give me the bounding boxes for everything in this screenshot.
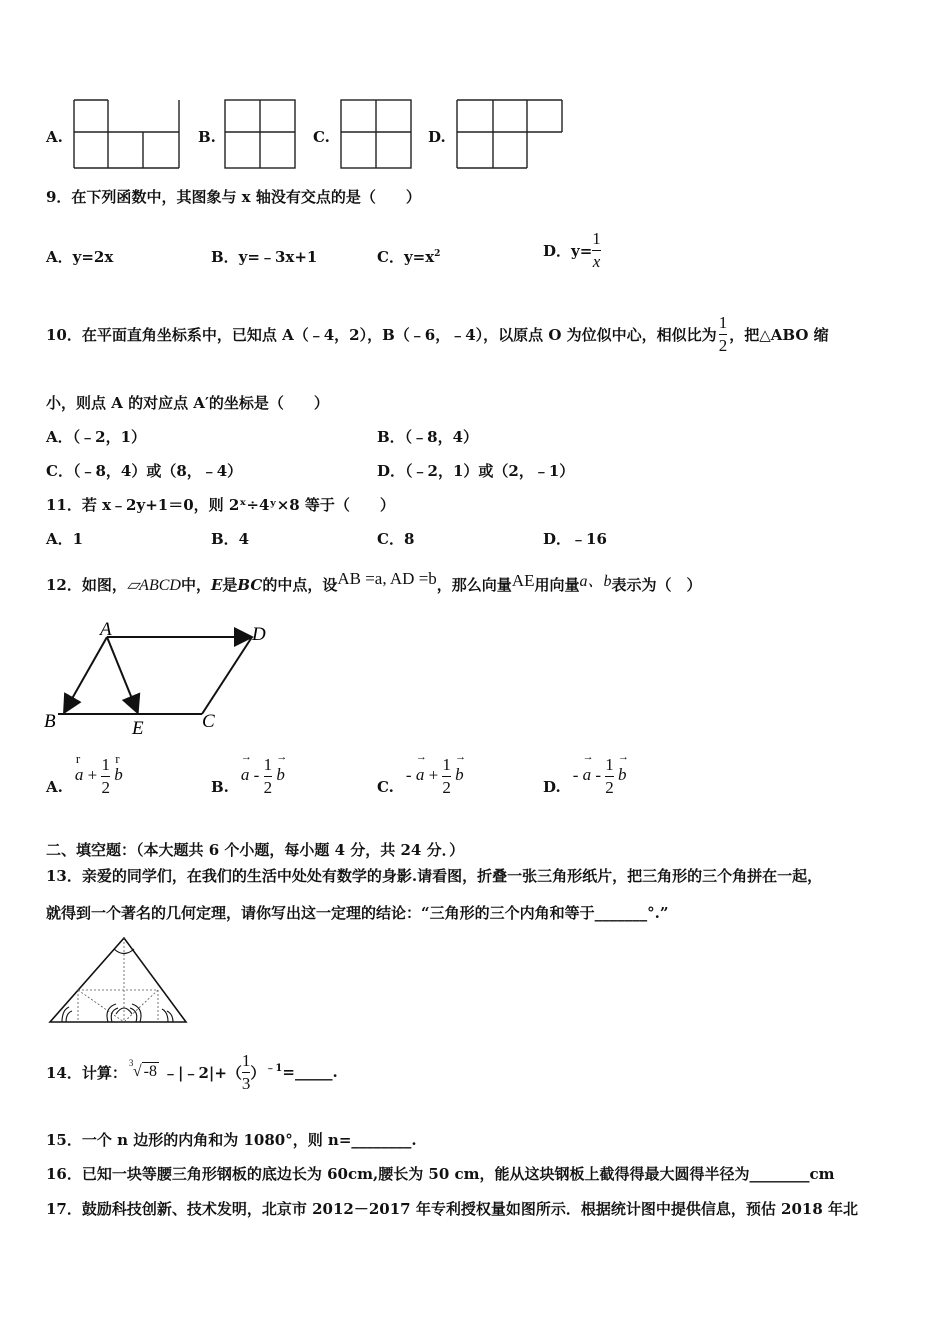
q8-option-a-label: A. — [46, 128, 63, 146]
q8-net-a — [72, 98, 184, 172]
q10-option-a: A．（﹣2，1） — [46, 428, 147, 446]
cube-root-expression: 3 √ -8 — [128, 1058, 157, 1080]
point-c-label: C — [202, 711, 215, 732]
q14-stem: 14．计算： 3 √ -8 ﹣|﹣2|+（ $\frac{1}{3}$ ） $^{﹣1}$ =_____. — [46, 1050, 338, 1093]
point-e-label: E — [132, 718, 144, 739]
q8-option-b-label: B. — [198, 128, 216, 146]
point-d-label: D — [252, 624, 266, 645]
q12-parallelogram-figure — [40, 618, 290, 742]
q14-fraction: $\frac{1}{3}$ — [241, 1050, 251, 1093]
q12-option-d: D. - → a - $\frac{1}{2}$ → b — [543, 750, 630, 797]
vector-ae — [107, 637, 137, 711]
q16-stem: 16．已知一块等腰三角形钢板的底边长为 60cm,腰长为 50 cm，能从这块钢板上截得得最大圆得半径为________cm — [46, 1165, 835, 1183]
q12-option-b: B. → a - $\frac{1}{2}$ → b — [211, 750, 288, 797]
section-2-heading: 二、填空题：（本大题共 6 个小题，每小题 4 分，共 24 分．） — [46, 841, 465, 859]
q8-option-c-label: C. — [313, 128, 330, 146]
q10-stem-line2: 小，则点 A 的对应点 A′的坐标是（ ） — [46, 394, 329, 412]
q9-stem: 9．在下列函数中，其图象与 x 轴没有交点的是（ ） — [46, 188, 421, 206]
q11-option-c: C．8 — [377, 530, 415, 548]
q9-option-a: A．y=2x — [46, 248, 114, 266]
q8-net-b — [223, 98, 299, 172]
q10-ratio-fraction: $\frac{1}{2}$ — [718, 312, 728, 355]
point-b-label: B — [44, 711, 56, 732]
q11-option-a: A．1 — [46, 530, 84, 548]
q10-stem: 10．在平面直角坐标系中，已知点 A（﹣4，2），B（﹣6，﹣4），以原点 O 为位似中心，相似比为 $\frac{1}{2}$ ，把△ABO 缩 — [46, 312, 829, 355]
q17-stem: 17．鼓励科技创新、技术发明，北京市 2012－2017 年专利授权量如图所示．根据统计图中提供信息，预估 2018 年北 — [46, 1200, 859, 1218]
q12-stem: 12．如图， ▱ABCD 中， E 是 BC 的中点，设 AB =a, AD =b ，那么向量 AE 用向量 a、b 表示为（ ） — [46, 569, 702, 594]
q9-d-fraction: $\frac{1}{x}$ — [592, 228, 601, 271]
q13-line2: 就得到一个著名的几何定理，请你写出这一定理的结论：“三角形的三个内角和等于_______°.” — [46, 904, 669, 922]
q12-option-a: A. r a + $\frac{1}{2}$ r b — [46, 750, 123, 797]
q10-option-d: D．（﹣2，1）或（2，﹣1） — [377, 462, 575, 480]
q12-option-c: C. - → a + $\frac{1}{2}$ → b — [377, 750, 467, 797]
q9-option-b: B．y=﹣3x+1 — [211, 248, 318, 266]
q10-option-b: B．（﹣8，4） — [377, 428, 479, 446]
q11-stem: 11．若 x﹣2y+1＝0，则 2ˣ÷4ʸ×8 等于（ ） — [46, 496, 395, 514]
vector-ab — [65, 637, 107, 711]
q11-option-d: D．﹣16 — [543, 530, 607, 548]
q8-option-d-label: D. — [428, 128, 446, 146]
q8-net-c — [339, 98, 415, 172]
q13-triangle-figure — [44, 934, 190, 1026]
q13-line1: 13．亲爱的同学们，在我们的生活中处处有数学的身影.请看图，折叠一张三角形纸片，把三角形的三个角拼在一起， — [46, 867, 823, 885]
q10-option-c: C．（﹣8，4）或（8，﹣4） — [46, 462, 243, 480]
q15-stem: 15．一个 n 边形的内角和为 1080°，则 n=________. — [46, 1131, 417, 1149]
q9-option-d: D．y= $\frac{1}{x}$ — [543, 228, 601, 271]
q9-option-c: C．$y=x^2$ — [377, 248, 441, 266]
q8-net-d — [455, 98, 567, 172]
q11-option-b: B．4 — [211, 530, 250, 548]
segment-cd — [202, 637, 252, 714]
point-a-label: A — [100, 619, 112, 640]
